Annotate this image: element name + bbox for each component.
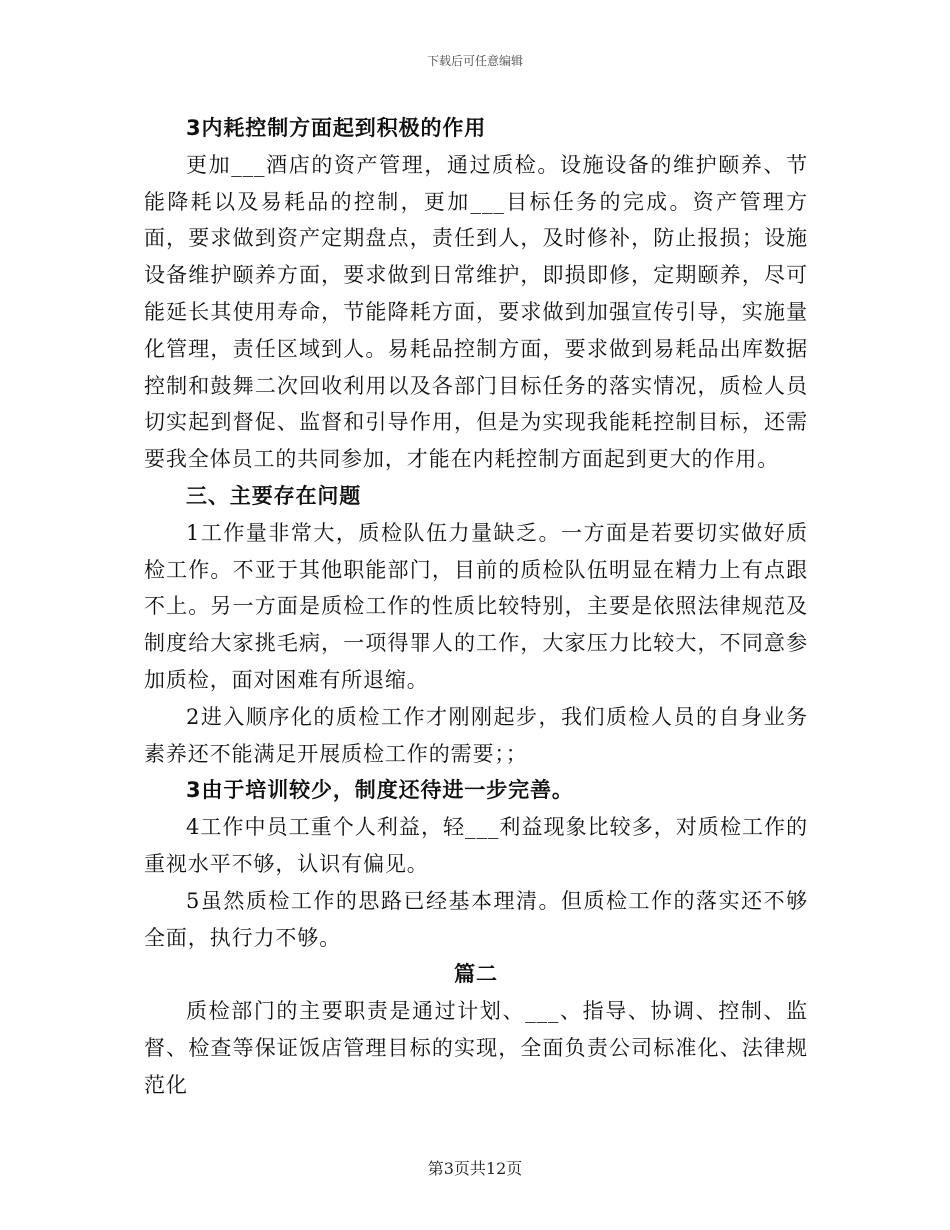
- paragraph-problem-2: 2进入顺序化的质检工作才刚刚起步，我们质检人员的自身业务素养还不能满足开展质检工作的需要；；: [144, 704, 808, 766]
- paragraph-problem-4: 4工作中员工重个人利益，轻___利益现象比较多，对质检工作的重视水平不够，认识有偏见。: [144, 815, 808, 876]
- paragraph-qc-duties: 质检部门的主要职责是通过计划、___、指导、协调、控制、监督、检查等保证饭店管理目标的实现，全面负责公司标准化、法律规范化: [144, 999, 808, 1097]
- paragraph-asset-management: 更加___酒店的资产管理，通过质检。设施设备的维护颐养、节能降耗以及易耗品的控制，更加___目标任务的完成。资产管理方面，要求做到资产定期盘点，责任到人，及时修补，防止报损；设施设备维护颐养方面，要求做到日常维护，即损即修，定期颐养，尽可能延长其使用寿命，节能降耗方面，要求做到加强宣传引导，实施量化管理，责任区域到人。易耗品控制方面，要求做到易耗品出库数据控制和鼓舞二次回收利用以及各部门目标任务的落实情况，质检人员切实起到督促、监督和引导作用，但是为实现我能耗控制目标，还需要我全体员工的共同参加，才能在内耗控制方面起到更大的作用。: [144, 152, 808, 472]
- page-footer: 第3页共12页: [427, 1159, 523, 1178]
- page-header: 下载后可任意编辑: [426, 54, 523, 68]
- paragraph-problem-5: 5虽然质检工作的思路已经基本理清。但质检工作的落实还不够全面，执行力不够。: [144, 888, 808, 950]
- section-heading-main-problems: 三、主要存在问题: [186, 483, 362, 508]
- paragraph-problem-3: 3由于培训较少，制度还待进一步完善。: [186, 778, 574, 803]
- document-body: [144, 110, 808, 1104]
- section-heading-part-two: 篇二: [454, 962, 498, 987]
- section-heading-internal-control: 3内耗控制方面起到积极的作用: [186, 116, 487, 140]
- paragraph-problem-1: 1工作量非常大，质检队伍力量缺乏。一方面是若要切实做好质检工作。不亚于其他职能部门，目前的质检队伍明显在精力上有点跟不上。另一方面是质检工作的性质比较特别，主要是依照法律规范及制度给大家挑毛病，一项得罪人的工作，大家压力比较大，不同意参加质检，面对困难有所退缩。: [144, 520, 808, 692]
